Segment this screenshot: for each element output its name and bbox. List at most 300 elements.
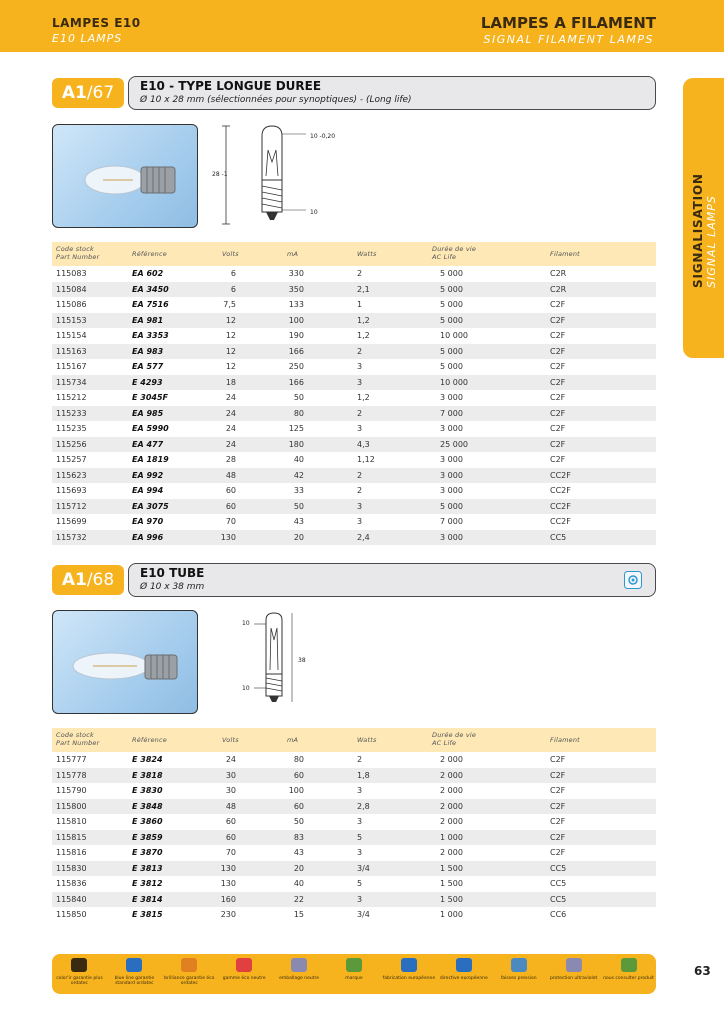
filament-cell: C2F xyxy=(550,786,566,795)
volts-cell: 30 xyxy=(225,770,236,780)
reference-cell: E 3814 xyxy=(132,894,163,904)
watts-cell: 5 xyxy=(357,879,363,888)
section1-badge xyxy=(52,78,124,108)
code-cell: 115836 xyxy=(56,879,87,888)
ma-cell: 100 xyxy=(288,315,304,325)
table-row xyxy=(52,375,656,391)
ma-cell: 50 xyxy=(293,393,304,402)
reference-cell: EA 996 xyxy=(132,532,164,542)
table-row xyxy=(52,359,656,375)
table-row xyxy=(52,297,656,313)
reference-cell: E 4293 xyxy=(132,377,163,387)
ma-cell: 40 xyxy=(293,455,304,464)
life-cell: 3 000 xyxy=(440,424,463,433)
section2-subtitle: Ø 10 x 38 mm xyxy=(140,582,205,592)
ma-cell: 180 xyxy=(288,439,304,449)
table-row xyxy=(52,344,656,360)
ma-cell: 43 xyxy=(293,848,304,857)
col-volts-label: Volts xyxy=(222,736,239,744)
filament-cell: C2F xyxy=(550,300,566,309)
table-row xyxy=(52,421,656,437)
life-cell: 5 000 xyxy=(440,269,463,278)
volts-cell: 60 xyxy=(225,486,236,495)
section2-product-photo xyxy=(52,610,198,714)
reference-cell: E 3830 xyxy=(132,786,163,795)
page-number: 63 xyxy=(694,964,711,978)
reference-cell: EA 983 xyxy=(132,346,164,356)
col-watts-label: Watts xyxy=(357,736,377,744)
filament-cell: C2F xyxy=(550,393,566,402)
filament-cell: C2F xyxy=(550,801,566,811)
watts-cell: 3 xyxy=(357,894,363,904)
watts-cell: 1 xyxy=(357,300,363,309)
col-filament-label: Filament xyxy=(550,736,580,744)
reference-cell: EA 992 xyxy=(132,470,164,480)
ma-cell: 190 xyxy=(288,331,304,340)
col-life-label: Durée de vie xyxy=(432,731,477,739)
footer-legend-label: faisses pression xyxy=(500,976,537,981)
section2-title: E10 TUBE xyxy=(140,566,205,580)
side-tab-title: SIGNALISATION xyxy=(691,173,705,288)
ma-cell: 100 xyxy=(288,786,304,795)
filament-cell: C2F xyxy=(550,817,566,826)
filament-cell: CC2F xyxy=(550,517,571,526)
reference-cell: EA 7516 xyxy=(132,300,169,309)
footer-legend-label: directive européenne xyxy=(439,976,488,981)
header-right-subtitle: SIGNAL FILAMENT LAMPS xyxy=(483,33,654,46)
code-cell: 115840 xyxy=(56,894,87,904)
section2-badge xyxy=(52,565,124,595)
code-cell: 115790 xyxy=(56,786,87,795)
watts-cell: 3 xyxy=(357,362,363,371)
footer-legend-label: blue line garantie standard ordatec xyxy=(114,976,155,986)
section2-dim-height: 38 xyxy=(298,657,306,664)
code-cell: 115778 xyxy=(56,770,87,780)
col-life-label: Durée de vie xyxy=(432,245,477,253)
table-row xyxy=(52,313,656,329)
reference-cell: EA 477 xyxy=(132,439,164,449)
col-life-sublabel: AC Life xyxy=(432,739,457,747)
code-cell: 115167 xyxy=(56,362,87,371)
life-cell: 7 000 xyxy=(440,408,463,418)
section1-dim-height: 28 -1 xyxy=(212,171,228,178)
volts-cell: 70 xyxy=(225,517,236,526)
table-row xyxy=(52,266,656,282)
footer-legend-label: nous consulter produit xyxy=(603,976,654,981)
life-cell: 5 000 xyxy=(440,501,463,511)
code-cell: 115712 xyxy=(56,501,87,511)
col-watts-label: Watts xyxy=(357,250,377,258)
header-right-title: LAMPES A FILAMENT xyxy=(480,14,656,32)
filament-cell: C2F xyxy=(550,424,566,433)
section2-badge-code: A1 xyxy=(61,570,87,590)
life-cell: 2 000 xyxy=(440,817,463,826)
footer-legend-icon xyxy=(236,958,252,972)
ma-cell: 250 xyxy=(288,362,304,371)
volts-cell: 12 xyxy=(225,315,236,325)
code-cell: 115233 xyxy=(56,408,87,418)
ma-cell: 80 xyxy=(293,408,304,418)
volts-cell: 130 xyxy=(220,879,236,888)
watts-cell: 2,4 xyxy=(357,532,370,542)
code-cell: 115154 xyxy=(56,331,87,340)
reference-cell: E 3813 xyxy=(132,863,163,873)
table-row xyxy=(52,830,656,846)
ma-cell: 80 xyxy=(293,755,304,764)
col-ref-label: Référence xyxy=(132,250,167,258)
volts-cell: 130 xyxy=(220,863,236,873)
code-cell: 115212 xyxy=(56,393,87,402)
code-cell: 115732 xyxy=(56,532,87,542)
reference-cell: EA 577 xyxy=(132,362,164,371)
footer-legend-label: brilliance garantie éco ordatec xyxy=(164,976,215,986)
col-ma-label: mA xyxy=(287,736,299,744)
watts-cell: 3 xyxy=(357,848,363,857)
ma-cell: 125 xyxy=(288,424,304,433)
footer-legend-icon xyxy=(71,958,87,972)
code-cell: 115235 xyxy=(56,424,87,433)
volts-cell: 24 xyxy=(225,424,236,433)
filament-cell: C2F xyxy=(550,770,566,780)
life-cell: 2 000 xyxy=(440,770,463,780)
watts-cell: 3 xyxy=(357,817,363,826)
reference-cell: EA 1819 xyxy=(132,455,169,464)
header-left-subtitle: E10 LAMPS xyxy=(52,32,123,45)
ma-cell: 20 xyxy=(293,532,304,542)
ma-cell: 20 xyxy=(293,863,304,873)
code-cell: 115623 xyxy=(56,470,87,480)
code-cell: 115153 xyxy=(56,315,87,325)
footer-legend-label: protection ultraviolet xyxy=(549,976,598,981)
watts-cell: 2 xyxy=(357,486,363,495)
life-cell: 2 000 xyxy=(440,801,463,811)
volts-cell: 18 xyxy=(225,377,236,387)
footer-legend-label: color'ir garantie plus ordatec xyxy=(56,976,103,986)
life-cell: 3 000 xyxy=(440,486,463,495)
watts-cell: 2 xyxy=(357,470,363,480)
section2-header xyxy=(128,563,656,597)
volts-cell: 24 xyxy=(225,755,236,764)
volts-cell: 6 xyxy=(230,284,236,294)
life-cell: 1 500 xyxy=(440,863,463,873)
section1-dim-top: 10 -0,20 xyxy=(310,133,336,140)
lamp-photo-icon xyxy=(53,125,199,229)
watts-cell: 1,12 xyxy=(357,455,375,464)
footer-legend-icon xyxy=(291,958,307,972)
life-cell: 5 000 xyxy=(440,315,463,325)
life-cell: 3 000 xyxy=(440,455,463,464)
volts-cell: 24 xyxy=(225,408,236,418)
watts-cell: 3 xyxy=(357,786,363,795)
table-row xyxy=(52,907,656,923)
col-code-label: Code stock xyxy=(56,731,94,739)
ma-cell: 40 xyxy=(293,879,304,888)
volts-cell: 7,5 xyxy=(223,300,236,309)
col-ma-label: mA xyxy=(287,250,299,258)
reference-cell: EA 3353 xyxy=(132,331,169,340)
reference-cell: E 3870 xyxy=(132,848,163,857)
filament-cell: C2F xyxy=(550,377,566,387)
col-code-label: Code stock xyxy=(56,245,94,253)
table-row xyxy=(52,452,656,468)
volts-cell: 60 xyxy=(225,832,236,842)
reference-cell: EA 985 xyxy=(132,408,164,418)
watts-cell: 2 xyxy=(357,346,363,356)
table-row xyxy=(52,845,656,861)
table-row xyxy=(52,799,656,815)
life-cell: 10 000 xyxy=(440,377,468,387)
filament-cell: C2F xyxy=(550,755,566,764)
section2-dim-top: 10 xyxy=(242,620,250,627)
life-cell: 5 000 xyxy=(440,362,463,371)
table2-header xyxy=(52,728,656,752)
life-cell: 5 000 xyxy=(440,300,463,309)
watts-cell: 5 xyxy=(357,832,363,842)
filament-cell: C2R xyxy=(550,269,567,278)
code-cell: 115816 xyxy=(56,848,87,857)
table-row xyxy=(52,530,656,546)
table-row xyxy=(52,437,656,453)
volts-cell: 30 xyxy=(225,786,236,795)
footer-legend-icon xyxy=(181,958,197,972)
life-cell: 10 000 xyxy=(440,331,468,340)
code-cell: 115086 xyxy=(56,300,87,309)
volts-cell: 130 xyxy=(220,532,236,542)
filament-cell: C2F xyxy=(550,362,566,371)
section1-dim-base: 10 xyxy=(310,209,318,216)
filament-cell: C2F xyxy=(550,315,566,325)
volts-cell: 28 xyxy=(225,455,236,464)
life-cell: 3 000 xyxy=(440,532,463,542)
life-cell: 25 000 xyxy=(440,439,468,449)
filament-cell: C2F xyxy=(550,331,566,340)
code-cell: 115800 xyxy=(56,801,87,811)
footer-legend xyxy=(52,954,656,994)
table-row xyxy=(52,468,656,484)
code-cell: 115257 xyxy=(56,455,87,464)
reference-cell: E 3818 xyxy=(132,770,163,780)
reference-cell: EA 994 xyxy=(132,486,164,495)
code-cell: 115693 xyxy=(56,486,87,495)
watts-cell: 3 xyxy=(357,424,363,433)
reference-cell: EA 5990 xyxy=(132,424,169,433)
reference-cell: E 3045F xyxy=(132,393,168,402)
ma-cell: 166 xyxy=(288,346,304,356)
code-cell: 115734 xyxy=(56,377,87,387)
ma-cell: 50 xyxy=(293,501,304,511)
watts-cell: 2 xyxy=(357,755,363,764)
table-row xyxy=(52,282,656,298)
code-cell: 115830 xyxy=(56,863,87,873)
watts-cell: 3/4 xyxy=(357,910,370,919)
footer-legend-icon xyxy=(126,958,142,972)
ma-cell: 43 xyxy=(293,517,304,526)
ma-cell: 350 xyxy=(288,284,304,294)
table-row xyxy=(52,514,656,530)
table-row xyxy=(52,406,656,422)
watts-cell: 3 xyxy=(357,517,363,526)
table-row xyxy=(52,814,656,830)
reference-cell: E 3812 xyxy=(132,879,163,888)
ma-cell: 60 xyxy=(293,801,304,811)
section1-subtitle: Ø 10 x 28 mm (sélectionnées pour synoptiques) - (Long life) xyxy=(140,95,412,105)
footer-legend-icon xyxy=(346,958,362,972)
filament-cell: C2F xyxy=(550,848,566,857)
table-row xyxy=(52,483,656,499)
life-cell: 1 500 xyxy=(440,879,463,888)
table1-header xyxy=(52,242,656,266)
life-cell: 2 000 xyxy=(440,786,463,795)
reference-cell: EA 602 xyxy=(132,269,164,278)
life-cell: 1 000 xyxy=(440,832,463,842)
volts-cell: 48 xyxy=(225,470,236,480)
section1-dimension-drawing xyxy=(210,124,370,234)
code-cell: 115815 xyxy=(56,832,87,842)
table-row xyxy=(52,499,656,515)
top-banner xyxy=(0,0,724,52)
watts-cell: 2 xyxy=(357,408,363,418)
table-row xyxy=(52,861,656,877)
watts-cell: 4,3 xyxy=(357,439,370,449)
watts-cell: 3/4 xyxy=(357,863,370,873)
section1-title: E10 - TYPE LONGUE DUREE xyxy=(140,79,322,93)
footer-legend-label: gamme éco neutre xyxy=(222,976,266,981)
code-cell: 115699 xyxy=(56,517,87,526)
code-cell: 115256 xyxy=(56,439,87,449)
ma-cell: 15 xyxy=(293,910,304,919)
filament-cell: CC2F xyxy=(550,501,571,511)
ma-cell: 60 xyxy=(293,770,304,780)
watts-cell: 1,2 xyxy=(357,393,370,402)
ma-cell: 133 xyxy=(288,300,304,309)
section1-badge-code: A1 xyxy=(61,83,87,103)
filament-cell: CC5 xyxy=(550,894,567,904)
code-cell: 115083 xyxy=(56,269,87,278)
footer-legend-icon xyxy=(401,958,417,972)
volts-cell: 70 xyxy=(225,848,236,857)
life-cell: 5 000 xyxy=(440,346,463,356)
life-cell: 5 000 xyxy=(440,284,463,294)
table-row xyxy=(52,876,656,892)
filament-cell: CC6 xyxy=(550,910,567,919)
volts-cell: 12 xyxy=(225,362,236,371)
col-code-sublabel: Part Number xyxy=(56,253,100,261)
life-cell: 2 000 xyxy=(440,755,463,764)
code-cell: 115810 xyxy=(56,817,87,826)
ma-cell: 330 xyxy=(288,269,304,278)
ma-cell: 166 xyxy=(288,377,304,387)
volts-cell: 160 xyxy=(220,894,236,904)
reference-cell: EA 981 xyxy=(132,315,164,325)
life-cell: 3 000 xyxy=(440,393,463,402)
reference-cell: EA 970 xyxy=(132,517,164,526)
volts-cell: 60 xyxy=(225,501,236,511)
side-tab-subtitle: SIGNAL LAMPS xyxy=(705,195,718,288)
watts-cell: 2,8 xyxy=(357,801,370,811)
filament-cell: C2F xyxy=(550,455,566,464)
life-cell: 1 500 xyxy=(440,894,463,904)
reference-cell: E 3860 xyxy=(132,817,163,826)
filament-cell: C2R xyxy=(550,284,567,294)
col-filament-label: Filament xyxy=(550,250,580,258)
filament-cell: CC5 xyxy=(550,532,567,542)
filament-cell: CC2F xyxy=(550,486,571,495)
col-volts-label: Volts xyxy=(222,250,239,258)
filament-cell: CC5 xyxy=(550,863,567,873)
col-ref-label: Référence xyxy=(132,736,167,744)
ma-cell: 83 xyxy=(293,832,304,842)
table-row xyxy=(52,390,656,406)
life-cell: 3 000 xyxy=(440,470,463,480)
watts-cell: 1,2 xyxy=(357,315,370,325)
ma-cell: 42 xyxy=(293,470,304,480)
table-row xyxy=(52,892,656,908)
footer-legend-label: marque xyxy=(345,976,363,981)
life-cell: 2 000 xyxy=(440,848,463,857)
col-life-sublabel: AC Life xyxy=(432,253,457,261)
filament-cell: CC5 xyxy=(550,879,567,888)
code-cell: 115850 xyxy=(56,910,87,919)
reference-cell: E 3824 xyxy=(132,755,163,764)
filament-cell: C2F xyxy=(550,408,566,418)
footer-legend-icon xyxy=(511,958,527,972)
volts-cell: 230 xyxy=(220,910,236,919)
bulb-symbol-icon xyxy=(624,571,642,589)
watts-cell: 1,8 xyxy=(357,770,370,780)
filament-cell: C2F xyxy=(550,346,566,356)
reference-cell: EA 3450 xyxy=(132,284,169,294)
footer-legend-icon xyxy=(621,958,637,972)
section2-dimension-drawing xyxy=(236,610,326,710)
reference-cell: E 3848 xyxy=(132,801,163,811)
footer-legend-label: emballage neutre xyxy=(279,976,319,981)
table-row xyxy=(52,752,656,768)
volts-cell: 12 xyxy=(225,331,236,340)
ma-cell: 22 xyxy=(293,894,304,904)
ma-cell: 33 xyxy=(293,486,304,495)
header-left-title: LAMPES E10 xyxy=(52,16,141,30)
code-cell: 115084 xyxy=(56,284,87,294)
watts-cell: 2,1 xyxy=(357,284,370,294)
watts-cell: 1,2 xyxy=(357,331,370,340)
footer-legend-icon xyxy=(566,958,582,972)
watts-cell: 3 xyxy=(357,501,363,511)
footer-legend-label: fabrication européenne xyxy=(382,976,436,981)
volts-cell: 60 xyxy=(225,817,236,826)
ma-cell: 50 xyxy=(293,817,304,826)
watts-cell: 2 xyxy=(357,269,363,278)
volts-cell: 6 xyxy=(230,269,236,278)
table-row xyxy=(52,328,656,344)
col-code-sublabel: Part Number xyxy=(56,739,100,747)
section2-badge-number: /68 xyxy=(86,570,115,590)
table-row xyxy=(52,768,656,784)
life-cell: 1 000 xyxy=(440,910,463,919)
life-cell: 7 000 xyxy=(440,517,463,526)
volts-cell: 48 xyxy=(225,801,236,811)
section1-badge-number: /67 xyxy=(86,83,115,103)
filament-cell: CC2F xyxy=(550,470,571,480)
volts-cell: 12 xyxy=(225,346,236,356)
filament-cell: C2F xyxy=(550,439,566,449)
code-cell: 115163 xyxy=(56,346,87,356)
footer-legend-icon xyxy=(456,958,472,972)
reference-cell: E 3815 xyxy=(132,910,163,919)
side-tab xyxy=(683,78,724,358)
watts-cell: 3 xyxy=(357,377,363,387)
lamp-tube-photo-icon xyxy=(53,611,199,715)
code-cell: 115777 xyxy=(56,755,87,764)
